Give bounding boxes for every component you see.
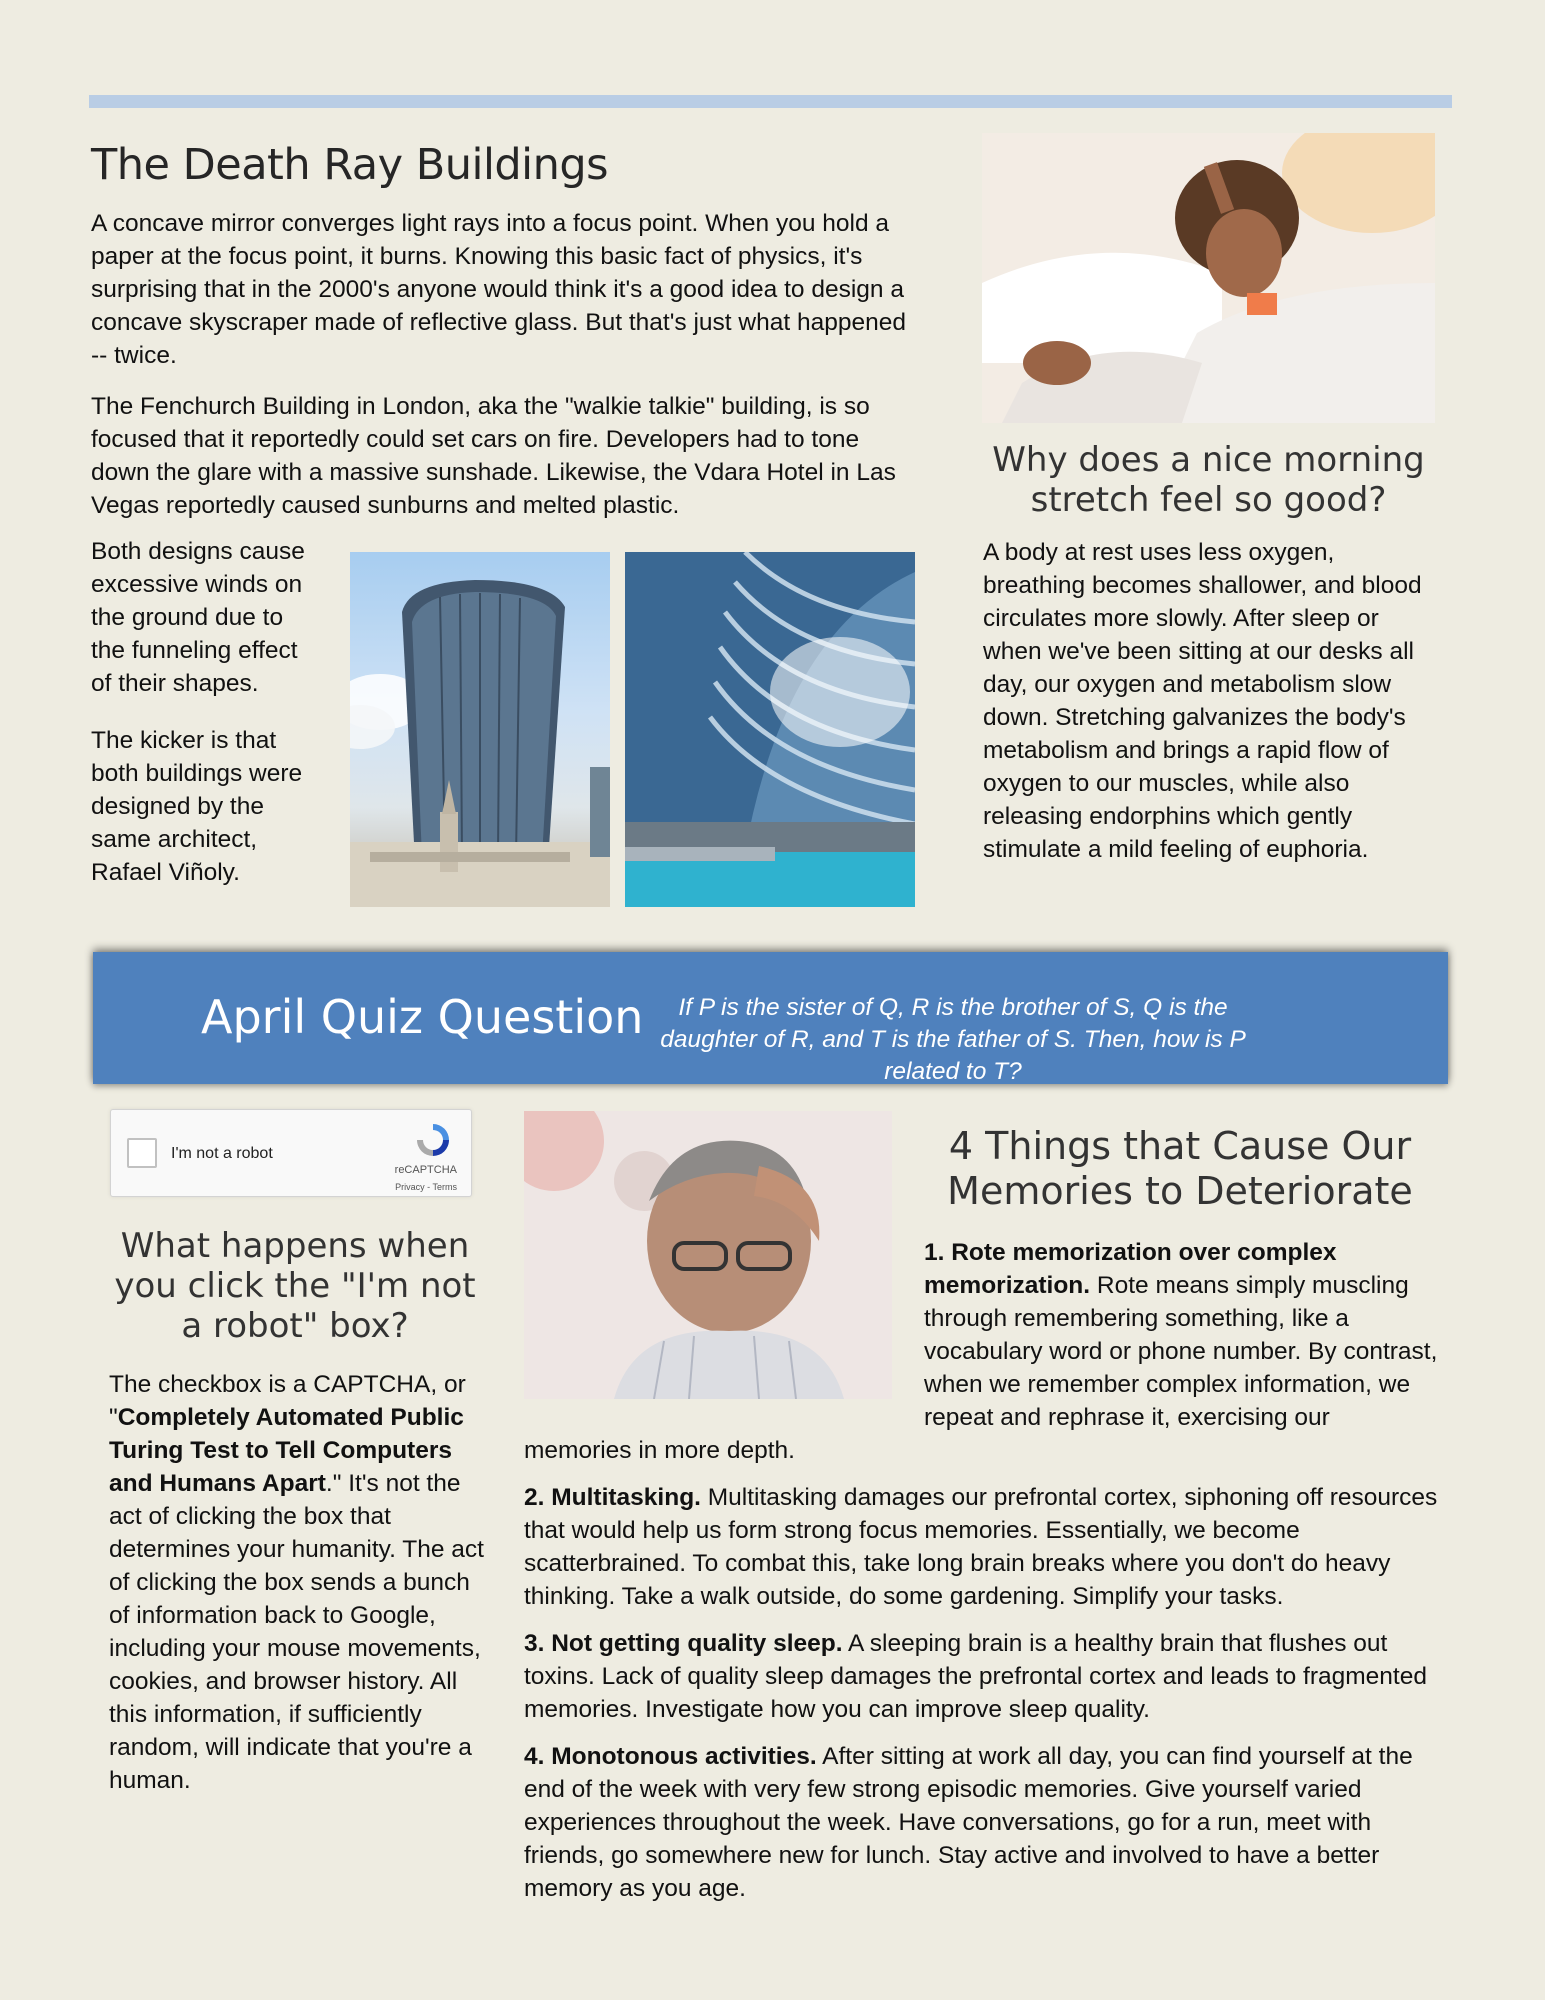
- recaptcha-brand: reCAPTCHA: [394, 1164, 457, 1176]
- captcha-body-rest: ." It's not the act of clicking the box that determines your humanity. The act of clicking the box sends a bunch of information back to Google, including your mouse movements, cookies, and browser history. All this information, if sufficiently random, will indicate that you're a human.: [109, 1470, 484, 1794]
- death-ray-paragraph-2: The Fenchurch Building in London, aka the "walkie talkie" building, is so focused that it reportedly could set cars on fire. Developers had to tone down the glare with a massive sunshade. Likewise, the Vdara Hotel in Las Vegas reportedly caused sunburns and melted plastic.: [91, 393, 896, 519]
- recaptcha-logo-icon: [411, 1120, 455, 1165]
- captcha-article-title: What happens when you click the "I'm not a robot" box?: [114, 1226, 476, 1346]
- recaptcha-privacy-links[interactable]: Privacy - Terms: [395, 1182, 457, 1192]
- quiz-question: If P is the sister of Q, R is the brother of S, Q is the daughter of R, and T is the father of S. Then, how is P related to T?: [660, 994, 1246, 1085]
- recaptcha-widget: [110, 1109, 472, 1197]
- top-accent-rule: [89, 95, 1452, 108]
- death-ray-paragraph-4: The kicker is that both buildings were designed by the same architect, Rafael Viñoly.: [91, 727, 303, 886]
- list-item: 1. Rote memorization over complex memorization. Rote means simply muscling through remembering something, like a vocabulary word or phone number. By contrast, when we remember complex information, we repeat and rephrase it, exercising our memories in more depth.: [524, 1239, 1438, 1464]
- captcha-article-body: [109, 1368, 484, 1797]
- memories-title: 4 Things that Cause Our Memories to Deteriorate: [947, 1124, 1413, 1213]
- morning-stretch-photo: [982, 133, 1435, 423]
- recaptcha-checkbox[interactable]: [127, 1138, 157, 1168]
- list-item: 4. Monotonous activities. After sitting at work all day, you can find yourself at the end of the week with very few strong episodic memories. Give yourself varied experiences throughout the week. Have conversations, go for a run, meet with friends, go somewhere new for lunch. Stay active and involved to have a better memory as you age.: [524, 1743, 1413, 1902]
- walkie-talkie-building-photo: [350, 552, 610, 907]
- recaptcha-label: I'm not a robot: [171, 1145, 273, 1162]
- death-ray-paragraph-1: A concave mirror converges light rays into a focus point. When you hold a paper at the focus point, it burns. Knowing this basic fact of physics, it's surprising that in the 2000's anyone would think it's a good idea to design a concave skyscraper made of reflective glass. But that's just what happened -- twice.: [91, 210, 906, 369]
- death-ray-paragraph-3: Both designs cause excessive winds on the ground due to the funneling effect of their shapes.: [91, 538, 305, 697]
- memories-list: [524, 1236, 1444, 1919]
- death-ray-title: The Death Ray Buildings: [91, 140, 609, 190]
- list-item: 2. Multitasking. Multitasking damages our prefrontal cortex, siphoning off resources that would help us form strong focus memories. Essentially, we become scatterbrained. To combat this, take long brain breaks where you don't do heavy thinking. Take a walk outside, do some gardening. Simplify your tasks.: [524, 1484, 1438, 1610]
- quiz-banner: [93, 952, 1448, 1084]
- captcha-body-bold: Completely Automated Public Turing Test to Tell Computers and Humans Apart: [109, 1404, 464, 1497]
- vdara-hotel-photo: [625, 552, 915, 907]
- morning-stretch-title: Why does a nice morning stretch feel so good?: [992, 440, 1425, 520]
- morning-stretch-body: A body at rest uses less oxygen, breathing becomes shallower, and blood circulates more slowly. After sleep or when we've been sitting at our desks all day, our oxygen and metabolism slow down. Stretching galvanizes the body's metabolism and brings a rapid flow of oxygen to our muscles, while also releasing endorphins which gently stimulate a mild feeling of euphoria.: [983, 539, 1422, 863]
- list-item: 3. Not getting quality sleep. A sleeping brain is a healthy brain that flushes out toxins. Lack of quality sleep damages the prefrontal cortex and leads to fragmented memories. Investigate how you can improve sleep quality.: [524, 1630, 1427, 1723]
- captcha-body-intro: The checkbox is a CAPTCHA, or ": [109, 1371, 466, 1431]
- quiz-title: April Quiz Question: [201, 990, 644, 1044]
